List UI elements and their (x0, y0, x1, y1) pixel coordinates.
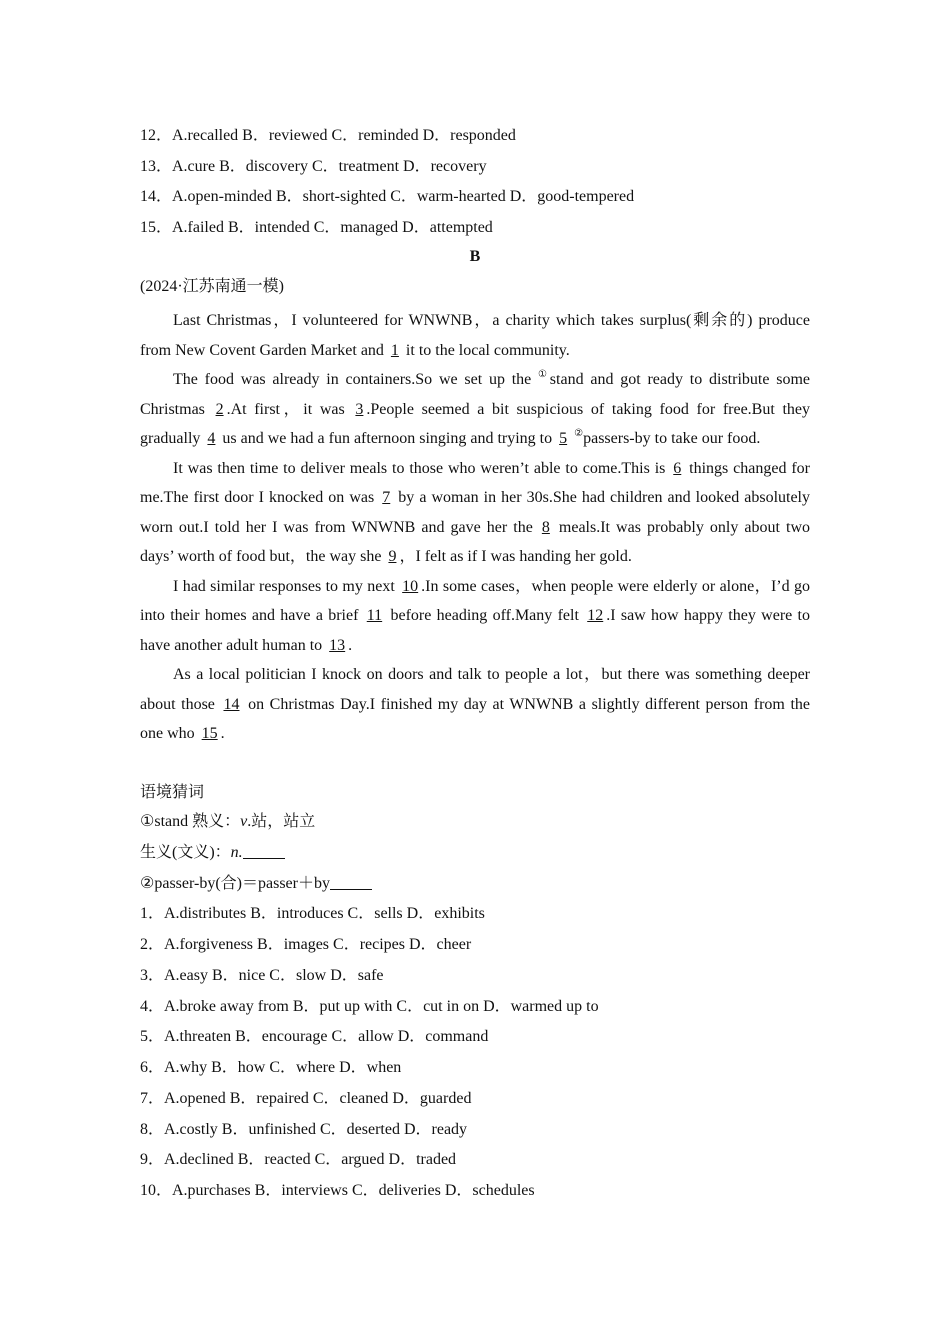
paragraph-1: Last Christmas，I volunteered for WNWNB，a charity which takes surplus(剩余的) produce from New Covent Garden Market and 1 it to the local community. (140, 312, 810, 359)
paragraph-3: It was then time to deliver meals to those who weren’t able to come.This is 6 things changed for me.The first door I knocked on was 7 by a woman in her 30s.She had children and looked absolutely worn out.I told her I was from WNWNB and gave her the 8 meals.It was probably only about two days’ worth of food but，the way she 9 ，I felt as if I was handing her gold. (140, 459, 811, 565)
option-line-2: 2．A.forgiveness B．images C．recipes D．cheer (140, 936, 472, 953)
option-line-6: 6．A.why B．how C．where D．when (140, 1059, 402, 1076)
blank-2: 2 (215, 400, 224, 418)
reading-passage (140, 306, 810, 749)
option-line-9: 9．A.declined B．reacted C．argued D．traded (140, 1151, 457, 1168)
paragraph-5: As a local politician I knock on doors and talk to people a lot，but there was something deeper about those 14 on Christmas Day.I finished my day at WNWNB a slightly different person from the one who 15 . (140, 666, 810, 742)
context-line-stand: ①stand 熟义：v.站，站立 (140, 813, 316, 830)
option-line-15: 15．A.failed B．intended C．managed D．attempted (140, 219, 493, 236)
option-line-13: 13．A.cure B．discovery C．treatment D．recovery (140, 158, 487, 175)
blank-11: 11 (366, 607, 383, 624)
option-line-10: 10．A.purchases B．interviews C．deliveries D．schedules (140, 1182, 535, 1199)
paragraph-4: I had similar responses to my next 10 .In some cases，when people were elderly or alone，I’d go into their homes and have a brief 11 before heading off.Many felt 12 .I saw how happy they were to have another adult human to 13 . (140, 577, 811, 654)
blank-4: 4 (207, 430, 216, 447)
paragraph-2: The food was already in containers.So we set up the ①stand and got ready to distribute some Christmas 2 .At first，it was 3 .People seemed a bit suspicious of taking food for free.But they gradually 4 us and we had a fun afternoon singing and trying to 5 ②passers-by to take our food. (140, 369, 811, 447)
blank-7: 7 (382, 489, 391, 506)
blank-10: 10 (402, 577, 419, 595)
option-line-7: 7．A.opened B．repaired C．cleaned D．guarded (140, 1090, 472, 1107)
blank-9: 9 (388, 548, 397, 565)
source-label: (2024·江苏南通一模) (140, 278, 284, 295)
option-line-3: 3．A.easy B．nice C．slow D．safe (140, 967, 384, 984)
blank-13: 13 (329, 636, 346, 654)
option-line-14: 14．A.open-minded B．short-sighted C．warm-hearted D．good-tempered (140, 188, 635, 205)
note-marker-2: ② (574, 428, 584, 439)
blank-3: 3 (355, 400, 364, 418)
option-line-12: 12．A.recalled B．reviewed C．reminded D．responded (140, 127, 516, 144)
context-line-passer-by: ②passer-by(合)＝passer＋by (140, 874, 372, 894)
answer-blank-2 (330, 874, 372, 890)
blank-14: 14 (223, 695, 240, 713)
blank-5: 5 (559, 430, 568, 447)
option-line-5: 5．A.threaten B．encourage C．allow D．command (140, 1028, 489, 1045)
option-line-4: 4．A.broke away from B．put up with C．cut in on D．warmed up to (140, 998, 599, 1015)
context-line-meaning: 生义(文义)：n. (140, 843, 285, 863)
option-line-8: 8．A.costly B．unfinished C．deserted D．ready (140, 1121, 468, 1138)
section-title: B (469, 248, 481, 265)
note-marker-1: ① (538, 369, 550, 380)
context-heading: 语境猜词 (140, 784, 205, 801)
blank-12: 12 (587, 607, 604, 624)
blank-8: 8 (541, 518, 550, 536)
answer-blank-1 (243, 843, 285, 859)
blank-1: 1 (390, 341, 399, 359)
option-line-1: 1．A.distributes B．introduces C．sells D．exhibits (140, 905, 485, 922)
blank-6: 6 (673, 459, 682, 477)
blank-15: 15 (201, 725, 218, 742)
